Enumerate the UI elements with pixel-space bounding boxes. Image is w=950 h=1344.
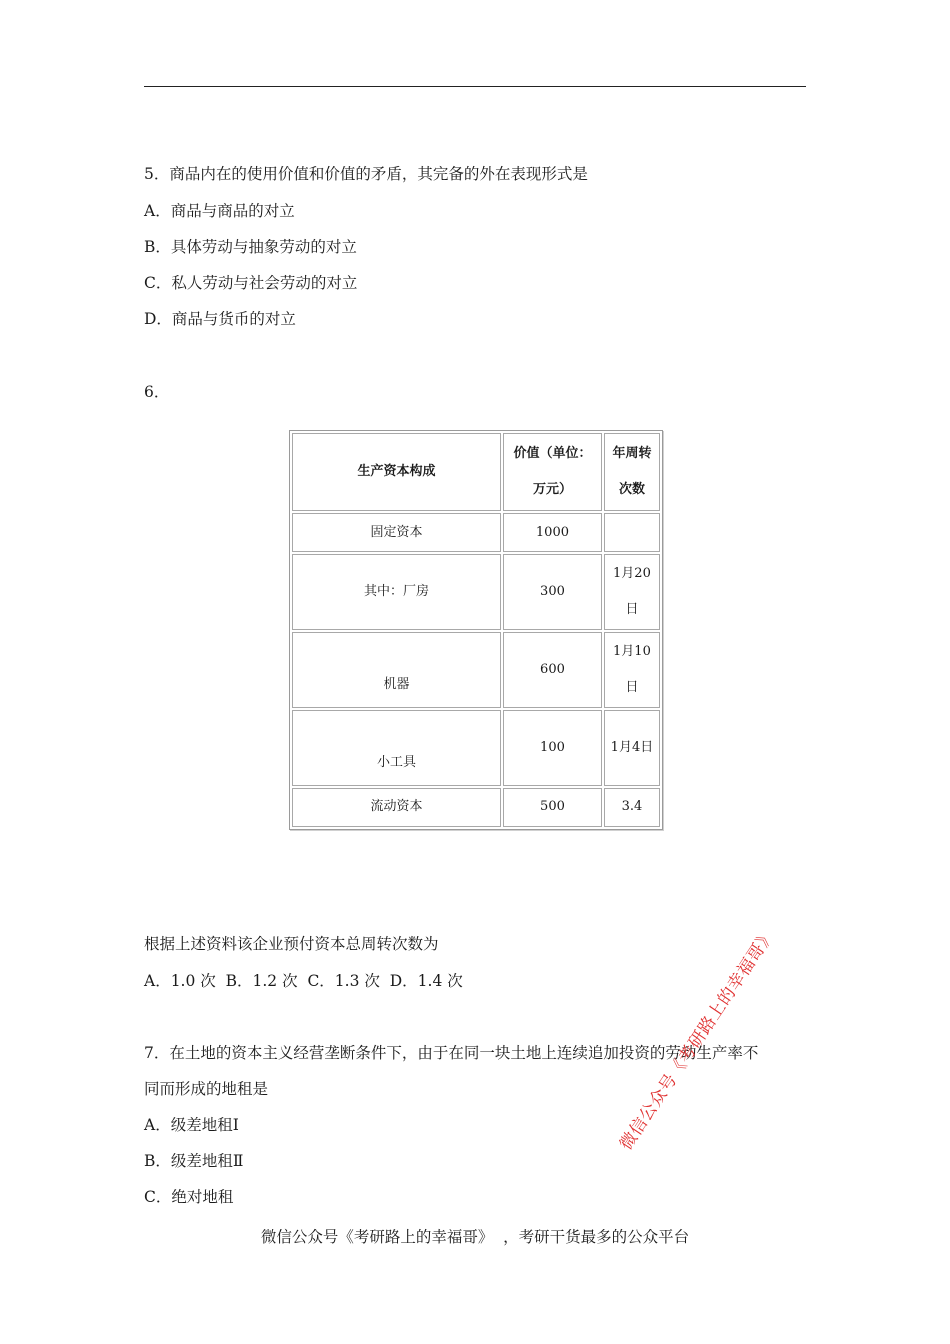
q5-stem: 5．商品内在的使用价值和价值的矛盾，其完备的外在表现形式是 xyxy=(144,165,588,183)
header-turnover: 年周转次数 xyxy=(604,433,660,511)
row-turnover: 3.4 xyxy=(604,788,660,827)
header-rule xyxy=(144,86,806,87)
row-value: 500 xyxy=(503,788,602,827)
q7-option-b: B．级差地租Ⅱ xyxy=(144,1152,244,1170)
q5-option-a: A．商品与商品的对立 xyxy=(144,202,295,220)
q5-option-d: D．商品与货币的对立 xyxy=(144,310,296,328)
row-turnover: 1月20日 xyxy=(604,554,660,630)
row-label-text: 机器 xyxy=(383,676,410,692)
table-row xyxy=(292,554,660,630)
row-value: 300 xyxy=(503,554,602,630)
capital-table xyxy=(289,430,663,830)
row-turnover: 1月10日 xyxy=(604,632,660,708)
header-capital-composition: 生产资本构成 xyxy=(292,433,501,511)
row-label xyxy=(292,710,501,786)
row-label: 流动资本 xyxy=(292,788,501,827)
row-value: 100 xyxy=(503,710,602,786)
row-label: 其中：厂房 xyxy=(292,554,501,630)
watermark-stamp: 微信公众号《考研路上的幸福哥》 xyxy=(616,925,780,1154)
table-row xyxy=(292,788,660,827)
q6-options: A．1.0 次 B．1.2 次 C．1.3 次 D．1.4 次 xyxy=(144,972,463,990)
q7-stem-line2: 同而形成的地租是 xyxy=(144,1080,269,1098)
row-value: 600 xyxy=(503,632,602,708)
q7-option-c: C．绝对地租 xyxy=(144,1188,234,1206)
row-turnover: 1月4日 xyxy=(604,710,660,786)
q5-option-c: C．私人劳动与社会劳动的对立 xyxy=(144,274,358,292)
q6-number: 6． xyxy=(144,383,170,401)
header-value: 价值（单位：万元） xyxy=(503,433,602,511)
q5-option-b: B．具体劳动与抽象劳动的对立 xyxy=(144,238,357,256)
row-label xyxy=(292,632,501,708)
row-label: 固定资本 xyxy=(292,513,501,552)
table-row xyxy=(292,710,660,786)
q7-stem-line1: 7．在土地的资本主义经营垄断条件下，由于在同一块土地上连续追加投资的劳动生产率不 xyxy=(144,1044,759,1062)
row-label-text: 小工具 xyxy=(377,754,417,770)
page-footer: 微信公众号《考研路上的幸福哥》 ，考研干货最多的公众平台 xyxy=(260,1228,690,1246)
row-turnover xyxy=(604,513,660,552)
q7-option-a: A．级差地租Ⅰ xyxy=(144,1116,239,1134)
row-value: 1000 xyxy=(503,513,602,552)
q6-stem: 根据上述资料该企业预付资本总周转次数为 xyxy=(144,935,439,953)
table-header-row xyxy=(292,433,660,511)
table-row xyxy=(292,632,660,708)
table-row xyxy=(292,513,660,552)
